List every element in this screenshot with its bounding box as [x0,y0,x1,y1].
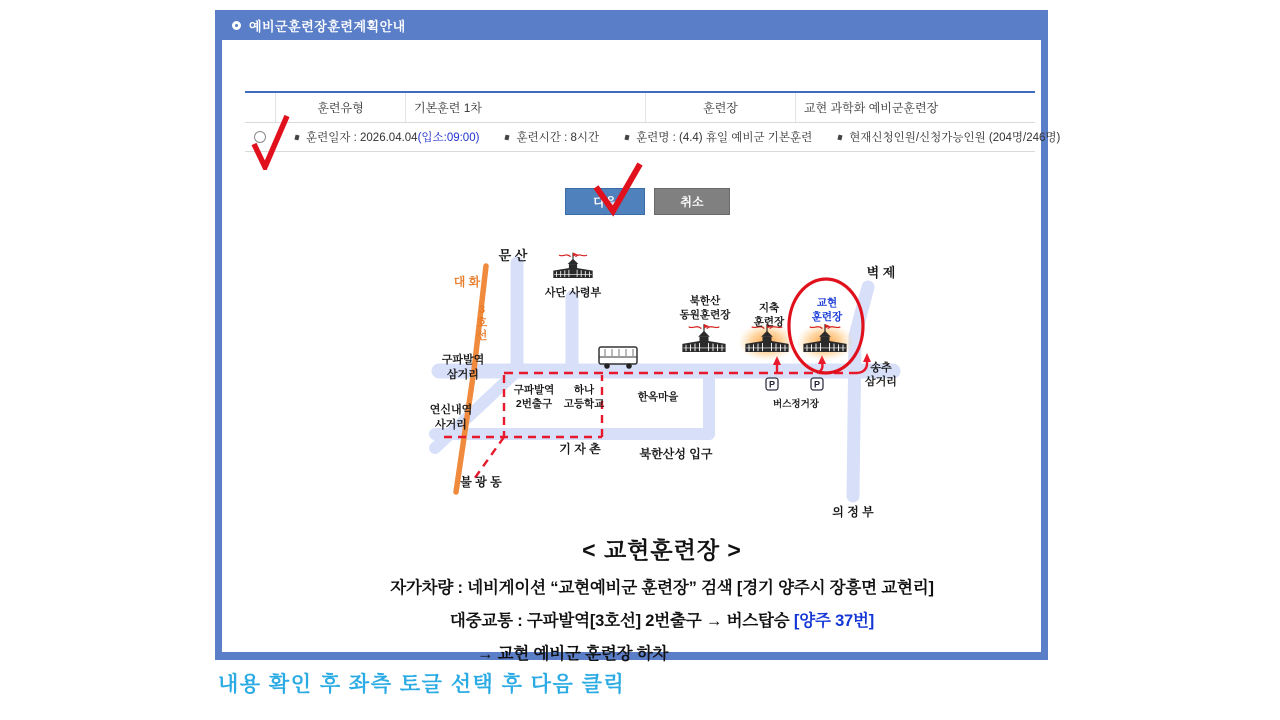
map-label-yeonsinnae-sageori: 연신내역 사거리 [429,404,473,431]
map-title: < 교현훈련장 > [582,537,742,563]
button-row [565,188,730,215]
cancel-button[interactable]: 취소 [654,188,730,215]
map-label-line3-subway: 3 호 선 [476,304,488,342]
parking-icon [811,378,823,390]
map-label-jichuk-training: 지축 훈련장 [753,302,785,328]
route-map [417,225,917,530]
map-label-songchu-samgeori: 송추 삼거리 [865,362,897,388]
instruction-caption: 내용 확인 후 좌측 토글 선택 후 다음 클릭 [218,673,626,696]
entry-time: (입소:09:00) [417,132,480,144]
bullet-icon [505,134,510,140]
parking-icon [766,378,778,390]
sadan-building-icon [553,253,592,278]
directions-dropoff: → 교현 예비군 훈련장 하차 [477,645,669,663]
circle-bullet-icon [232,21,241,30]
svg-text:P: P [813,379,821,390]
directions-transit: 대중교통 : 구파발역[3호선] 2번출구 → 버스탑승 [양주 37번] [449,612,875,630]
bullet-icon [625,134,630,140]
table-detail-row [245,123,1061,152]
map-label-gupabal-samgeori: 구파발역 삼거리 [441,354,485,381]
map-label-gyohyeon-training: 교현 훈련장 [811,297,843,323]
map-label-hanok-village: 한옥마을 [637,391,679,403]
map-label-gijachon: 기 자 촌 [559,442,601,456]
map-label-gupabal-exit2: 구파발역 2번출구 [513,384,555,410]
training-table [245,91,1061,152]
training-name-item: 훈련명 : (4.4) 휴일 예비군 기본훈련 [625,129,812,145]
applicant-count-item: 현재신청인원/신청가능인원 (204명/246명) [838,129,1060,145]
radio-column-header [245,93,275,122]
bullet-icon [294,134,299,140]
training-select-radio[interactable] [254,131,266,143]
map-label-daehwa: 대 화 [453,275,481,289]
directions-car: 자가차량 : 네비게이션 “교현예비군 훈련장” 검색 [경기 양주시 장흥면 교현리] [390,579,934,597]
next-button[interactable]: 다음 [565,188,645,215]
map-label-hana-highschool: 하나 고등학교 [563,384,605,410]
svg-text:P: P [768,379,776,390]
directions-block [302,532,1022,664]
training-plan-popup [215,10,1061,663]
bus-number: [양주 37번] [793,612,875,630]
map-label-sadan-command: 사단 사령부 [544,287,602,299]
training-detail-line [245,123,1060,151]
table-header-row [245,93,1035,123]
popup-title-bar [222,10,1041,40]
training-date-item: 훈련일자 : 2026.04.04 (입소:09:00) [295,129,479,145]
bullet-icon [838,134,843,140]
popup-title: 예비군훈련장훈련계획안내 [249,18,406,34]
training-site-label: 훈련장 [645,93,795,122]
training-type-value: 기본훈련 1차 [405,93,645,122]
map-label-munsan: 문 산 [498,248,528,263]
map-label-bukhansan-dongwon: 북한산 동원훈련장 [679,295,731,321]
popup-body [222,40,1061,663]
map-label-bukhansanseong-entrance: 북한산성 입구 [639,447,713,461]
training-site-value: 교현 과학화 예비군훈련장 [795,93,1035,122]
map-label-bus-stop: 버스정거장 [773,399,819,410]
dongwon-building-icon [682,324,725,352]
training-type-label: 훈련유형 [275,93,405,122]
map-label-byeokje: 벽 제 [866,265,896,280]
map-label-uijeongbu: 의 정 부 [832,505,874,519]
training-hours-item: 훈련시간 : 8시간 [505,129,599,145]
map-label-bulgwangdong: 불 광 동 [460,475,502,489]
